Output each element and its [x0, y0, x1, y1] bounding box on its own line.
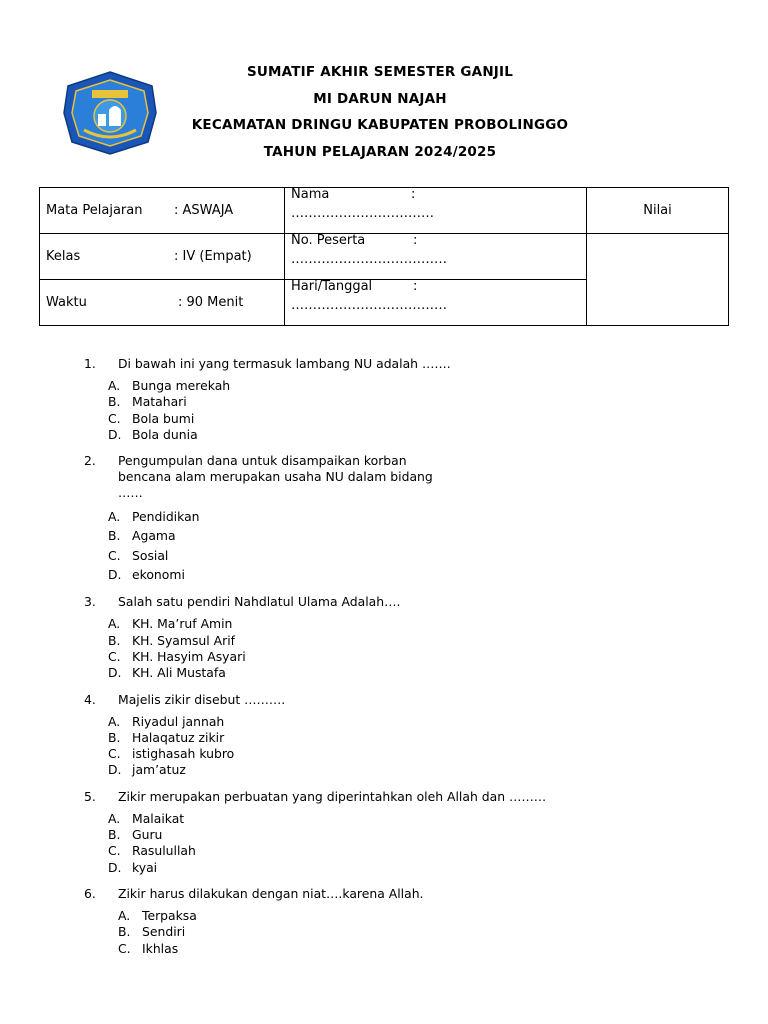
score-label: Nilai [643, 203, 672, 218]
option-item[interactable] [108, 507, 724, 526]
school-logo [62, 70, 158, 156]
option-letter: A. [108, 810, 121, 826]
option-item[interactable] [108, 811, 724, 827]
date-cell[interactable] [285, 280, 587, 326]
question-text: Zikir merupakan perbuatan yang diperintahkan oleh Allah dan ……… [118, 788, 547, 804]
option-text: Halaqatuz zikir [132, 729, 225, 745]
participant-number-colon: : [413, 232, 418, 248]
option-text: Pendidikan [132, 509, 200, 525]
name-cell[interactable] [285, 188, 587, 234]
question-number: 1. [84, 356, 96, 371]
option-item[interactable] [108, 633, 724, 649]
option-text: istighasah kubro [132, 746, 235, 762]
option-letter: D. [108, 665, 122, 681]
school-name: MI DARUN NAJAH [313, 90, 447, 107]
question-number: 6. [84, 885, 96, 901]
option-letter: A. [108, 378, 121, 393]
score-box[interactable] [587, 234, 729, 326]
option-letter: A. [108, 616, 121, 632]
option-item[interactable] [108, 565, 724, 584]
question-list [84, 356, 724, 967]
option-item[interactable] [108, 427, 724, 443]
option-item[interactable] [108, 730, 724, 746]
option-letter: B. [108, 528, 121, 544]
option-letter: C. [118, 940, 131, 956]
class-cell [40, 234, 285, 280]
class-label: Kelas [46, 249, 81, 264]
option-text: Rasulullah [132, 843, 196, 859]
option-item[interactable] [108, 649, 724, 665]
option-text: Malaikat [132, 810, 185, 826]
option-letter: A. [108, 713, 121, 729]
time-cell [40, 280, 285, 326]
option-letter: B. [108, 394, 121, 410]
option-item[interactable] [108, 546, 724, 565]
subject-label: Mata Pelajaran [46, 203, 143, 218]
question-text: Salah satu pendiri Nahdlatul Ulama Adalah…. [118, 594, 401, 610]
district-name: KECAMATAN DRINGU KABUPATEN PROBOLINGGO [191, 117, 569, 133]
option-text: Bunga merekah [132, 378, 231, 393]
option-text: KH. Ma’ruf Amin [132, 616, 233, 632]
option-letter: A. [108, 509, 121, 525]
exam-title: SUMATIF AKHIR SEMESTER GANJIL [246, 64, 514, 80]
option-text: Terpaksa [142, 907, 197, 923]
question-item [84, 886, 724, 957]
option-item[interactable] [118, 924, 724, 940]
option-item[interactable] [108, 860, 724, 876]
option-item[interactable] [108, 411, 724, 427]
option-item[interactable] [108, 843, 724, 859]
option-letter: C. [108, 746, 121, 762]
question-text: Di bawah ini yang termasuk lambang NU adalah ……. [118, 356, 451, 371]
option-text: KH. Syamsul Arif [132, 632, 236, 648]
option-item[interactable] [108, 762, 724, 778]
option-item[interactable] [108, 746, 724, 762]
time-value: : 90 Menit [178, 295, 244, 310]
date-blank[interactable]: ……………………………… [291, 297, 447, 313]
question-item [84, 356, 724, 443]
option-item[interactable] [108, 394, 724, 410]
question-number: 4. [84, 691, 96, 707]
option-text: Guru [132, 827, 163, 843]
option-letter: B. [108, 632, 121, 648]
option-letter: A. [118, 907, 131, 923]
option-item[interactable] [108, 616, 724, 632]
option-letter: B. [118, 924, 131, 940]
question-text: Majelis zikir disebut ………. [118, 691, 286, 707]
academic-year: TAHUN PELAJARAN 2024/2025 [263, 143, 497, 160]
option-text: Agama [132, 528, 176, 544]
option-text: Sosial [132, 547, 169, 563]
question-number: 2. [84, 453, 96, 469]
question-number: 5. [84, 788, 96, 804]
name-label: Nama [291, 186, 330, 202]
question-item [84, 692, 724, 779]
option-text: Riyadul jannah [132, 713, 225, 729]
option-item[interactable] [108, 665, 724, 681]
option-letter: D. [108, 426, 122, 442]
option-text: Bola bumi [132, 410, 195, 426]
question-item [84, 453, 724, 584]
option-letter: C. [108, 547, 121, 563]
option-item[interactable] [108, 827, 724, 843]
option-letter: C. [108, 410, 121, 426]
name-colon: : [411, 186, 416, 202]
question-number: 3. [84, 594, 96, 610]
option-letter: D. [108, 859, 122, 875]
option-text: Ikhlas [142, 940, 179, 956]
question-item [84, 594, 724, 681]
option-letter: D. [108, 567, 122, 583]
option-item[interactable] [108, 714, 724, 730]
score-label-cell [587, 188, 729, 234]
option-item[interactable] [108, 378, 724, 394]
time-label: Waktu [46, 295, 87, 310]
option-item[interactable] [108, 526, 724, 545]
option-text: ekonomi [132, 567, 185, 583]
question-item [84, 789, 724, 876]
option-letter: D. [108, 762, 122, 778]
question-text: Pengumpulan dana untuk disampaikan korban [118, 453, 407, 469]
question-text: bencana alam merupakan usaha NU dalam bidang [118, 469, 433, 485]
subject-value: : ASWAJA [174, 203, 234, 218]
option-text: KH. Ali Mustafa [132, 665, 226, 681]
option-letter: C. [108, 648, 121, 664]
question-text: Zikir harus dilakukan dengan niat….karena Allah. [118, 885, 424, 901]
option-letter: B. [108, 827, 121, 843]
option-item[interactable] [118, 941, 724, 957]
date-label: Hari/Tanggal [291, 278, 373, 294]
exam-header [160, 59, 600, 165]
class-value: : IV (Empat) [174, 249, 252, 264]
student-info-table [39, 187, 729, 326]
subject-cell [40, 188, 285, 234]
participant-number-label: No. Peserta [291, 232, 366, 248]
participant-number-blank[interactable]: ……………………………… [291, 251, 447, 267]
participant-number-cell[interactable] [285, 234, 587, 280]
question-text: …… [118, 485, 143, 501]
option-text: Sendiri [142, 924, 186, 940]
date-colon: : [413, 278, 418, 294]
option-text: kyai [132, 859, 158, 875]
option-text: KH. Hasyim Asyari [132, 648, 246, 664]
option-letter: C. [108, 843, 121, 859]
option-text: Matahari [132, 394, 187, 410]
option-text: jam’atuz [132, 762, 186, 778]
option-text: Bola dunia [132, 426, 198, 442]
option-letter: B. [108, 729, 121, 745]
name-blank[interactable]: …………………………… [291, 205, 434, 221]
option-item[interactable] [118, 908, 724, 924]
